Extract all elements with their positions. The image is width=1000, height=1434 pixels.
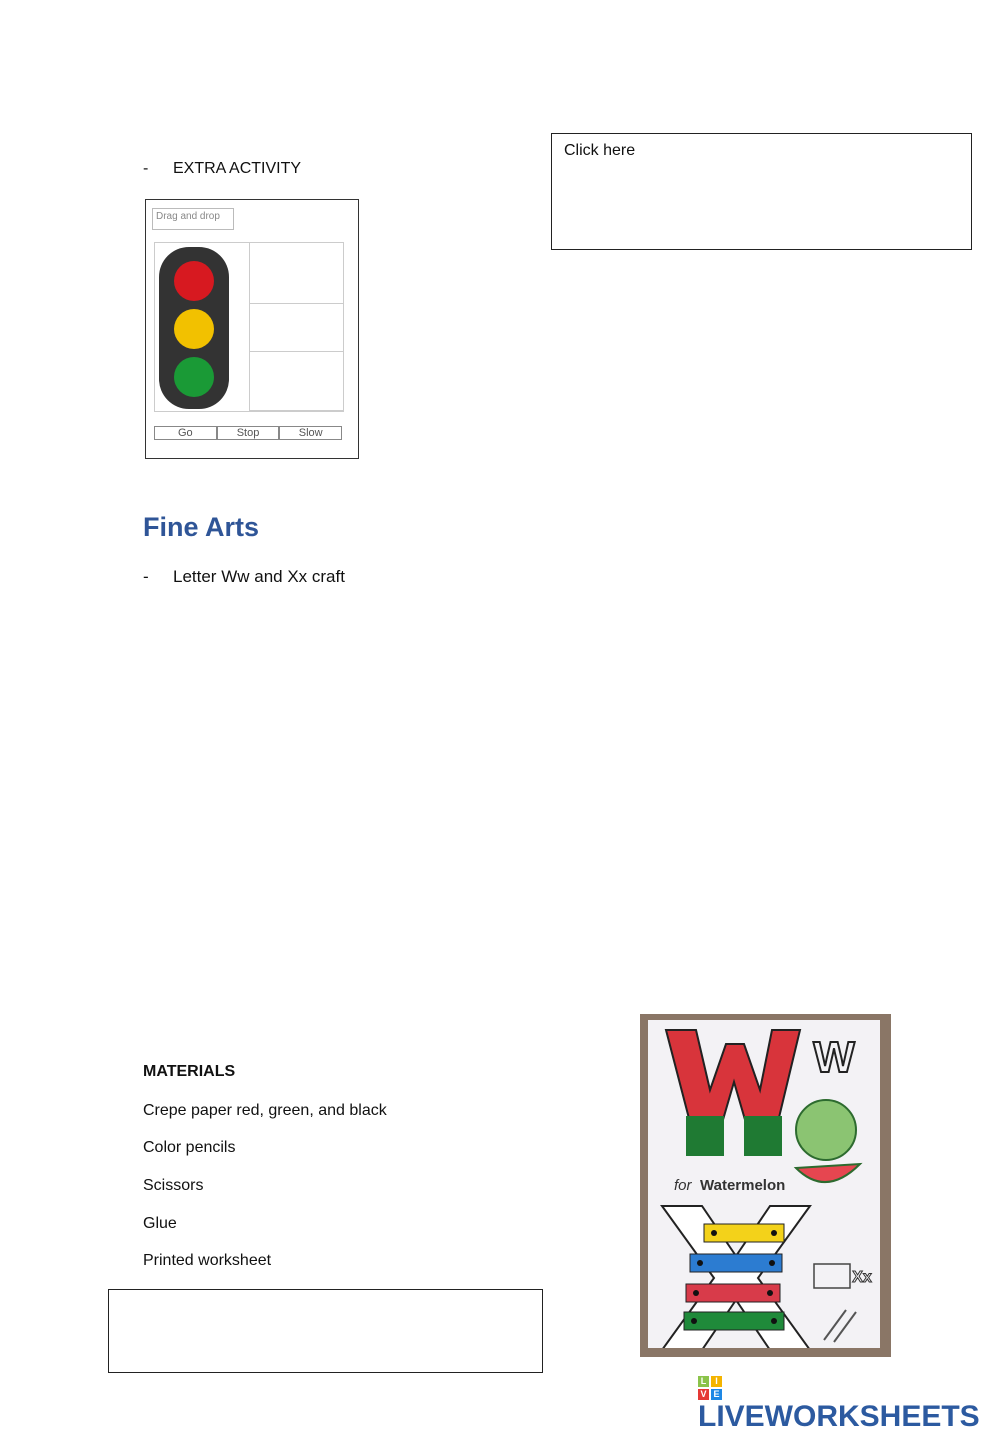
material-item: Color pencils: [143, 1139, 236, 1156]
word-stop[interactable]: Stop: [217, 426, 280, 440]
craft-photo: [640, 1014, 891, 1357]
answer-box-top[interactable]: [551, 133, 972, 250]
blue-strip: [690, 1254, 782, 1272]
materials-title: MATERIALS: [143, 1063, 236, 1080]
letter-w: W: [813, 1033, 855, 1082]
xylophone-icon: [814, 1264, 850, 1288]
yellow-light: [174, 309, 214, 349]
material-item: Crepe paper red, green, and black: [143, 1102, 387, 1119]
extra-activity-item: [143, 160, 301, 178]
mallet-icon: [834, 1312, 856, 1342]
watermelon-icon: [796, 1100, 856, 1160]
answer-box-top-label: Click here: [564, 142, 636, 159]
bullet-dash: -: [143, 160, 149, 177]
logo-badge-icon: L I V E: [698, 1376, 722, 1400]
answer-box-bottom[interactable]: [108, 1289, 543, 1373]
material-item: Scissors: [143, 1177, 204, 1194]
craft-illustration: [648, 1020, 880, 1348]
thumbnail-header: Drag and drop: [152, 208, 234, 230]
logo-text: LIVEWORKSHEETS: [698, 1400, 980, 1433]
fine-arts-heading: Fine Arts: [143, 512, 260, 542]
traffic-light-icon: [159, 247, 229, 409]
watermelon-slice-icon: [796, 1164, 860, 1182]
material-item: Printed worksheet: [143, 1252, 272, 1269]
drop-zone[interactable]: [249, 304, 344, 352]
craft-paper: [648, 1020, 880, 1348]
green-light: [174, 357, 214, 397]
word-slow[interactable]: Slow: [279, 426, 342, 440]
caption-for: for: [674, 1177, 692, 1194]
material-item: Glue: [143, 1215, 177, 1232]
thumbnail-grid: [154, 242, 344, 412]
red-strip: [686, 1284, 780, 1302]
caption-word: Watermelon: [700, 1177, 786, 1194]
letter-xx: Xx: [852, 1269, 872, 1286]
activity-thumbnail[interactable]: [145, 199, 359, 459]
drop-zone[interactable]: [249, 243, 344, 304]
w-green-right: [744, 1116, 782, 1156]
thumbnail-word-bank: [154, 426, 342, 440]
mallet-icon: [824, 1310, 846, 1340]
fine-arts-item-label: Letter Ww and Xx craft: [173, 567, 345, 586]
word-go[interactable]: Go: [154, 426, 217, 440]
extra-activity-label: EXTRA ACTIVITY: [173, 160, 302, 177]
fine-arts-item: [143, 567, 345, 587]
red-light: [174, 261, 214, 301]
w-green-left: [686, 1116, 724, 1156]
w-red-crepe: [666, 1030, 800, 1130]
liveworksheets-logo[interactable]: [698, 1376, 1000, 1434]
bullet-dash: -: [143, 567, 149, 586]
green-strip: [684, 1312, 784, 1330]
drop-zone[interactable]: [249, 352, 344, 411]
